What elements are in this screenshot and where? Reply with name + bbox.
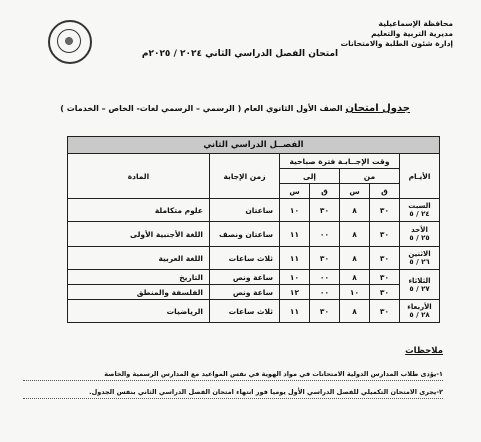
notes-section: [23, 346, 443, 406]
duration-cell: ساعتان ونصف: [210, 222, 280, 247]
duration-header: زمن الإجابة: [210, 154, 280, 199]
table-title: [60, 103, 410, 114]
duration-cell: ساعتان: [210, 199, 280, 222]
to-minute-header: ق: [310, 184, 340, 199]
to-minute-cell: ٣٠: [310, 199, 340, 222]
day-cell: السبت ٢٤ / ٥: [400, 199, 440, 222]
subject-cell: اللغة العربية: [67, 247, 209, 270]
to-hour-cell: ١١: [280, 300, 310, 323]
from-minute-cell: ٣٠: [370, 285, 400, 300]
to-hour-cell: ١٠: [280, 199, 310, 222]
from-hour-cell: ٨: [340, 247, 370, 270]
from-minute-header: ق: [370, 184, 400, 199]
to-hour-cell: ١٠: [280, 270, 310, 285]
note-item: ٢-يجرى الامتحان التكميلي للفصل الدراسي الأول يوميا فور انتهاء امتحان الفصل الدراسي الثاني بنفس الجدول.: [23, 388, 443, 399]
to-minute-cell: ٠٠: [310, 285, 340, 300]
authority-header: [341, 19, 453, 49]
exam-title: امتحان الفصل الدراسي الثاني ٢٠٢٤ / ٢٠٢٥م: [141, 49, 339, 59]
to-hour-cell: ١٢: [280, 285, 310, 300]
days-header: الأيـام: [400, 154, 440, 199]
duration-cell: ثلاث ساعات: [210, 247, 280, 270]
to-minute-cell: ٠٠: [310, 270, 340, 285]
semester-header: الفصــل الدراسي الثاني: [67, 137, 439, 154]
subject-cell: علوم متكاملة: [67, 199, 209, 222]
day-cell: الثلاثاء ٢٧ / ٥: [400, 270, 440, 300]
from-hour-cell: ٨: [340, 300, 370, 323]
ministry-seal-icon: [48, 20, 92, 64]
to-hour-cell: ١١: [280, 222, 310, 247]
from-minute-cell: ٣٠: [370, 199, 400, 222]
from-hour-cell: ٨: [340, 270, 370, 285]
to-minute-cell: ٣٠: [310, 247, 340, 270]
governorate-label: محافظة الإسماعيلية: [378, 19, 453, 28]
to-minute-cell: ٠٠: [310, 222, 340, 247]
table-title-rest: الصف الأول الثانوي العام ( الرسمي – الرسمي لغات- الخاص – الخدمات ): [60, 104, 346, 113]
subject-cell: اللغة الأجنبية الأولى: [67, 222, 209, 247]
duration-cell: ساعة ونص: [210, 285, 280, 300]
duration-cell: ثلاث ساعات: [210, 300, 280, 323]
table-row: [67, 222, 439, 247]
notes-title: ملاحظات: [405, 346, 443, 356]
from-minute-cell: ٣٠: [370, 300, 400, 323]
table-row: [67, 199, 439, 222]
from-hour-header: س: [340, 184, 370, 199]
table-row: [67, 300, 439, 323]
from-header: من: [340, 169, 400, 184]
exam-schedule-table: [68, 136, 440, 323]
subject-cell: الرياضيات: [67, 300, 209, 323]
to-hour-cell: ١١: [280, 247, 310, 270]
from-minute-cell: ٣٠: [370, 222, 400, 247]
note-item: ١-يؤدى طلاب المدارس الدولية الامتحانات في مواد الهوية في نفس المواعيد مع المدارس الرسمية والخاصة: [23, 370, 443, 381]
from-hour-cell: ١٠: [340, 285, 370, 300]
subject-cell: الفلسفة والمنطق: [67, 285, 209, 300]
subject-cell: التاريخ: [67, 270, 209, 285]
answer-time-header: وقت الإجــابـة فترة صباحية: [280, 154, 400, 169]
to-header: إلى: [280, 169, 340, 184]
from-hour-cell: ٨: [340, 222, 370, 247]
duration-cell: ساعة ونص: [210, 270, 280, 285]
day-cell: الأحد ٢٥ / ٥: [400, 222, 440, 247]
day-cell: الأربعاء ٢٨ / ٥: [400, 300, 440, 323]
from-hour-cell: ٨: [340, 199, 370, 222]
directorate-label: مديرية التربية والتعليم: [371, 29, 453, 38]
from-minute-cell: ٣٠: [370, 270, 400, 285]
department-label: إدارة شئون الطلبة والامتحانات: [340, 39, 453, 48]
day-cell: الاثنين ٢٦ / ٥: [400, 247, 440, 270]
table-row: [67, 285, 439, 300]
subject-header: المادة: [67, 154, 209, 199]
table-title-lead: جدول امتحان: [345, 103, 410, 114]
from-minute-cell: ٣٠: [370, 247, 400, 270]
table-row: [67, 247, 439, 270]
to-minute-cell: ٣٠: [310, 300, 340, 323]
table-row: [67, 270, 439, 285]
to-hour-header: س: [280, 184, 310, 199]
